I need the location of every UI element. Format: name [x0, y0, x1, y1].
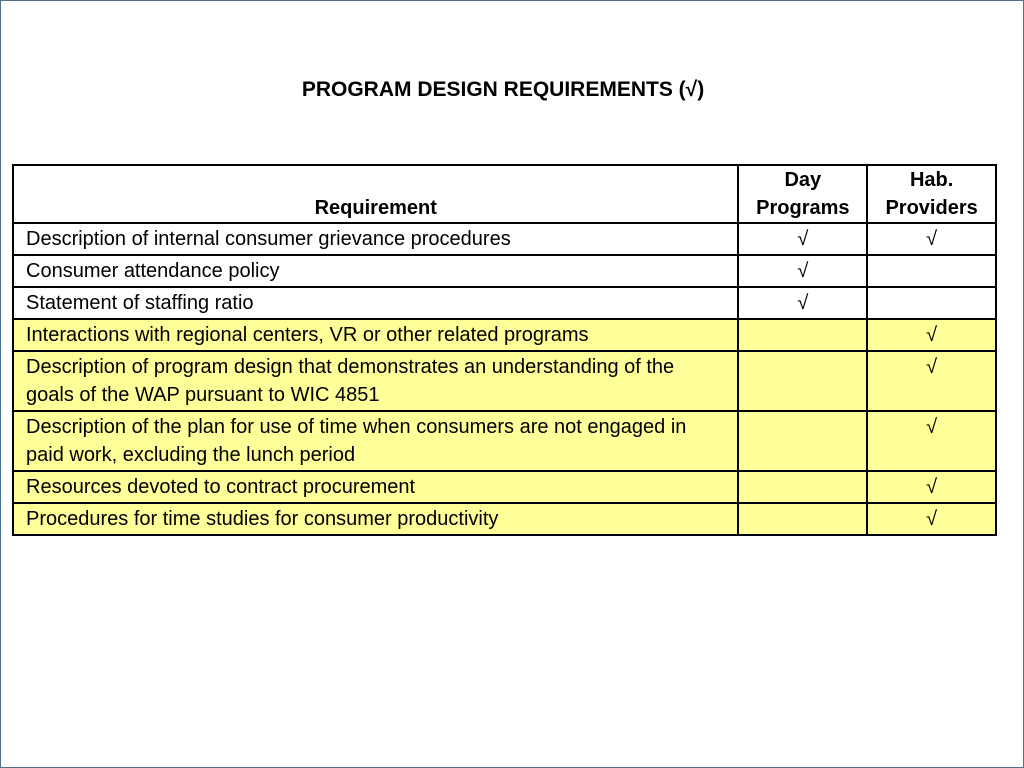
header-day-line2: Programs — [756, 197, 850, 219]
day-programs-check — [738, 503, 867, 535]
requirement-cell: Description of the plan for use of time when consumers are not engaged in paid work, excluding the lunch period — [13, 411, 738, 471]
table-row — [13, 223, 996, 255]
table-row — [13, 411, 996, 471]
requirements-table — [12, 164, 997, 536]
table-row — [13, 351, 996, 411]
day-programs-check: √ — [738, 223, 867, 255]
hab-providers-check: √ — [867, 223, 996, 255]
table-row — [13, 319, 996, 351]
day-programs-check — [738, 411, 867, 471]
requirement-cell: Description of program design that demonstrates an understanding of the goals of the WAP pursuant to WIC 4851 — [13, 351, 738, 411]
hab-providers-check: √ — [867, 411, 996, 471]
header-requirement: Requirement — [13, 165, 738, 223]
page-title: PROGRAM DESIGN REQUIREMENTS (√) — [301, 78, 705, 101]
day-programs-check: √ — [738, 287, 867, 319]
hab-providers-check — [867, 287, 996, 319]
day-programs-check: √ — [738, 255, 867, 287]
table-row — [13, 255, 996, 287]
hab-providers-check: √ — [867, 319, 996, 351]
hab-providers-check — [867, 255, 996, 287]
requirement-cell: Procedures for time studies for consumer productivity — [13, 503, 738, 535]
requirement-cell: Resources devoted to contract procurement — [13, 471, 738, 503]
hab-providers-check: √ — [867, 503, 996, 535]
requirement-cell: Consumer attendance policy — [13, 255, 738, 287]
requirement-cell: Statement of staffing ratio — [13, 287, 738, 319]
table-row — [13, 503, 996, 535]
table-header-row — [13, 165, 996, 223]
header-hab-providers — [867, 165, 996, 223]
requirement-cell: Description of internal consumer grievance procedures — [13, 223, 738, 255]
day-programs-check — [738, 319, 867, 351]
requirement-cell: Interactions with regional centers, VR or other related programs — [13, 319, 738, 351]
day-programs-check — [738, 351, 867, 411]
hab-providers-check: √ — [867, 471, 996, 503]
table-row — [13, 471, 996, 503]
table-row — [13, 287, 996, 319]
header-day-programs — [738, 165, 867, 223]
header-day-line1: Day — [784, 169, 822, 191]
header-hab-line1: Hab. — [909, 169, 954, 191]
header-hab-line2: Providers — [885, 197, 978, 219]
day-programs-check — [738, 471, 867, 503]
hab-providers-check: √ — [867, 351, 996, 411]
